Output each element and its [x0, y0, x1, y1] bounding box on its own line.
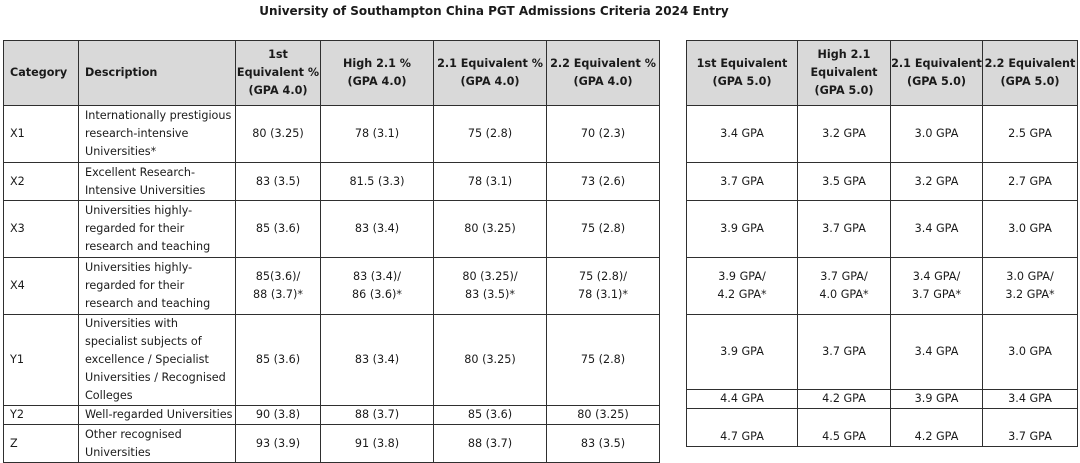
column-header-high21-gpa5: High 2.1 Equivalent (GPA 5.0) — [798, 41, 891, 106]
value-cell: 90 (3.8) — [236, 406, 321, 425]
value-cell: 2.7 GPA — [983, 163, 1078, 201]
value-cell: 78 (3.1) — [321, 106, 434, 163]
value-cell: 3.0 GPA/ 3.2 GPA* — [983, 258, 1078, 315]
column-header-high21-gpa4: High 2.1 % (GPA 4.0) — [321, 41, 434, 106]
value-cell: 4.5 GPA — [798, 409, 891, 447]
value-cell: 78 (3.1) — [434, 163, 547, 201]
description-cell: Excellent Research-Intensive Universities — [79, 163, 236, 201]
value-cell: 4.7 GPA — [687, 409, 798, 447]
column-header-1st-gpa5: 1st Equivalent (GPA 5.0) — [687, 41, 798, 106]
value-cell: 3.7 GPA — [798, 201, 891, 258]
category-cell: X2 — [4, 163, 79, 201]
category-cell: Y1 — [4, 315, 79, 406]
value-cell: 80 (3.25) — [434, 201, 547, 258]
value-cell: 4.4 GPA — [687, 390, 798, 409]
table-row — [4, 201, 660, 258]
table-row — [4, 258, 660, 315]
value-cell: 3.9 GPA — [687, 201, 798, 258]
table-row — [4, 106, 660, 163]
value-cell: 3.2 GPA — [798, 106, 891, 163]
description-cell: Universities highly-regarded for their research and teaching — [79, 258, 236, 315]
value-cell: 3.9 GPA — [891, 390, 983, 409]
value-cell: 3.4 GPA — [891, 201, 983, 258]
value-cell: 75 (2.8) — [547, 201, 660, 258]
value-cell: 80 (3.25) — [236, 106, 321, 163]
column-header-1st-gpa4: 1st Equivalent % (GPA 4.0) — [236, 41, 321, 106]
value-cell: 3.0 GPA — [983, 201, 1078, 258]
table-row — [687, 409, 1078, 447]
value-cell: 75 (2.8) — [434, 106, 547, 163]
value-cell: 81.5 (3.3) — [321, 163, 434, 201]
value-cell: 3.4 GPA — [687, 106, 798, 163]
column-header-21-gpa4: 2.1 Equivalent % (GPA 4.0) — [434, 41, 547, 106]
table-row — [4, 406, 660, 425]
value-cell: 4.2 GPA — [798, 390, 891, 409]
value-cell: 3.0 GPA — [891, 106, 983, 163]
value-cell: 85 (3.6) — [236, 315, 321, 406]
column-header-description: Description — [79, 41, 236, 106]
category-cell: X3 — [4, 201, 79, 258]
value-cell: 88 (3.7) — [321, 406, 434, 425]
category-cell: Y2 — [4, 406, 79, 425]
value-cell: 3.9 GPA/ 4.2 GPA* — [687, 258, 798, 315]
value-cell: 80 (3.25)/ 83 (3.5)* — [434, 258, 547, 315]
value-cell: 3.4 GPA/ 3.7 GPA* — [891, 258, 983, 315]
value-cell: 85 (3.6) — [236, 201, 321, 258]
category-cell: X4 — [4, 258, 79, 315]
table-row — [4, 315, 660, 406]
value-cell: 93 (3.9) — [236, 425, 321, 463]
column-header-22-gpa4: 2.2 Equivalent % (GPA 4.0) — [547, 41, 660, 106]
column-header-22-gpa5: 2.2 Equivalent (GPA 5.0) — [983, 41, 1078, 106]
document-title: University of Southampton China PGT Admissions Criteria 2024 Entry — [259, 4, 729, 18]
table-row — [4, 163, 660, 201]
description-cell: Universities with specialist subjects of excellence / Specialist Universities / Recognised Colleges — [79, 315, 236, 406]
admissions-criteria-table-gpa-5 — [686, 40, 1078, 447]
value-cell: 80 (3.25) — [547, 406, 660, 425]
column-header-category: Category — [4, 41, 79, 106]
table-row — [687, 163, 1078, 201]
value-cell: 70 (2.3) — [547, 106, 660, 163]
value-cell: 80 (3.25) — [434, 315, 547, 406]
table-row — [687, 106, 1078, 163]
value-cell: 3.5 GPA — [798, 163, 891, 201]
description-cell: Other recognised Universities — [79, 425, 236, 463]
value-cell: 88 (3.7) — [434, 425, 547, 463]
value-cell: 3.7 GPA/ 4.0 GPA* — [798, 258, 891, 315]
description-cell: Internationally prestigious research-intensive Universities* — [79, 106, 236, 163]
value-cell: 3.2 GPA — [891, 163, 983, 201]
column-header-21-gpa5: 2.1 Equivalent (GPA 5.0) — [891, 41, 983, 106]
value-cell: 3.7 GPA — [798, 315, 891, 390]
table-header-row — [687, 41, 1078, 106]
value-cell: 85(3.6)/ 88 (3.7)* — [236, 258, 321, 315]
value-cell: 83 (3.5) — [547, 425, 660, 463]
table-row — [687, 201, 1078, 258]
value-cell: 83 (3.4)/ 86 (3.6)* — [321, 258, 434, 315]
value-cell: 3.4 GPA — [983, 390, 1078, 409]
table-row — [4, 425, 660, 463]
value-cell: 75 (2.8) — [547, 315, 660, 406]
value-cell: 3.7 GPA — [983, 409, 1078, 447]
table-row — [687, 390, 1078, 409]
value-cell: 75 (2.8)/ 78 (3.1)* — [547, 258, 660, 315]
value-cell: 3.4 GPA — [891, 315, 983, 390]
value-cell: 3.9 GPA — [687, 315, 798, 390]
description-cell: Universities highly-regarded for their research and teaching — [79, 201, 236, 258]
value-cell: 91 (3.8) — [321, 425, 434, 463]
value-cell: 83 (3.5) — [236, 163, 321, 201]
value-cell: 3.0 GPA — [983, 315, 1078, 390]
value-cell: 4.2 GPA — [891, 409, 983, 447]
value-cell: 3.7 GPA — [687, 163, 798, 201]
table-row — [687, 258, 1078, 315]
value-cell: 83 (3.4) — [321, 201, 434, 258]
value-cell: 2.5 GPA — [983, 106, 1078, 163]
value-cell: 85 (3.6) — [434, 406, 547, 425]
table-header-row — [4, 41, 660, 106]
value-cell: 83 (3.4) — [321, 315, 434, 406]
table-row — [687, 315, 1078, 390]
description-cell: Well-regarded Universities — [79, 406, 236, 425]
admissions-criteria-table-gpa-4 — [3, 40, 660, 463]
category-cell: Z — [4, 425, 79, 463]
value-cell: 73 (2.6) — [547, 163, 660, 201]
category-cell: X1 — [4, 106, 79, 163]
